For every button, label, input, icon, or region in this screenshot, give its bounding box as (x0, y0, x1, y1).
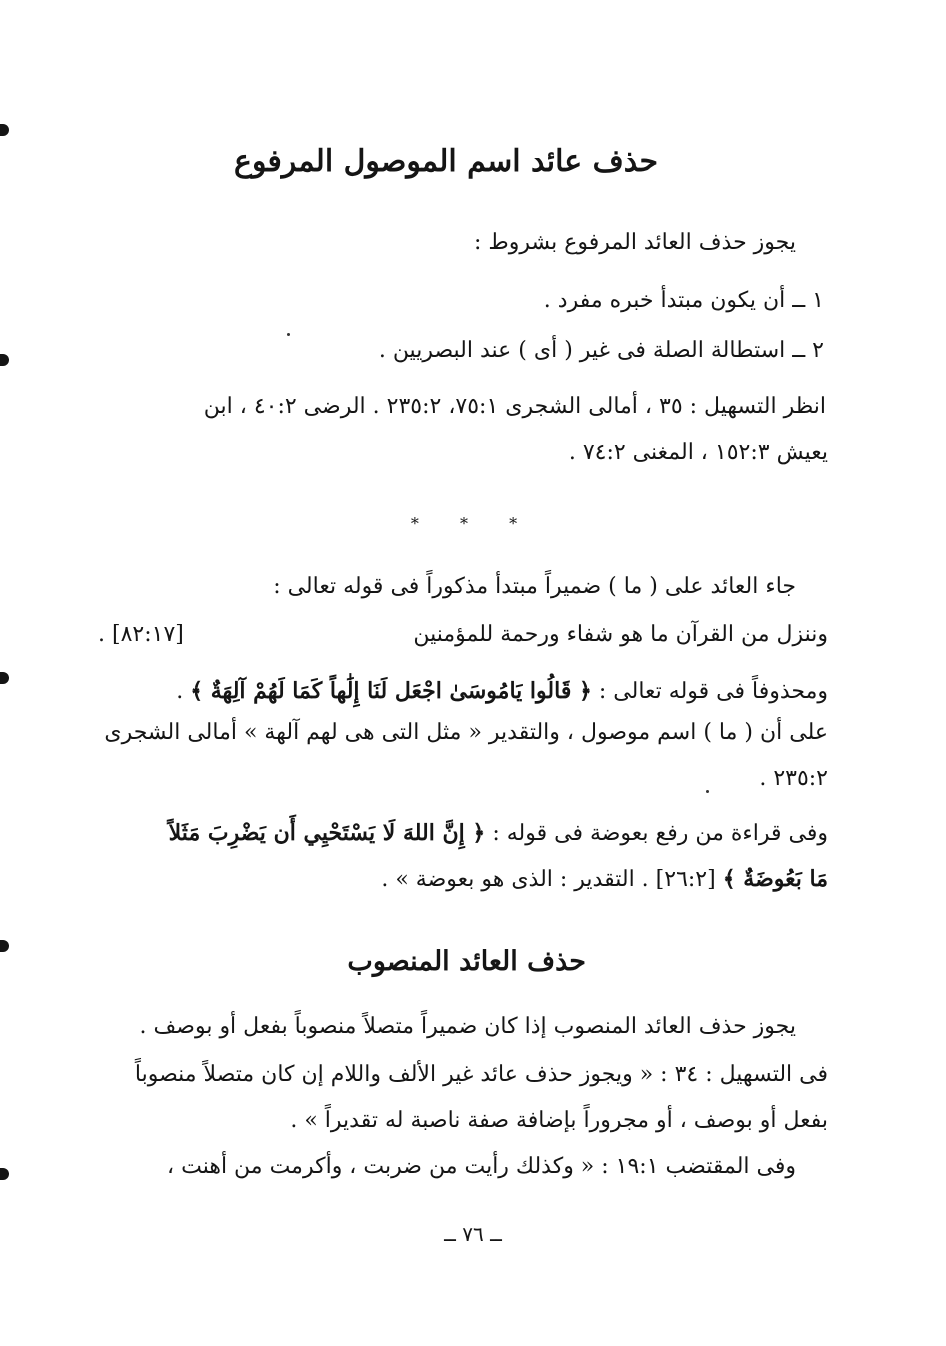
section2-line-2: فى التسهيل : ٣٤ : « ويجوز حذف عائد غير الألف واللام إن كان متصلاً منصوباً (134, 1062, 828, 1087)
section2-line-4: وفى المقتضب ١٩:١ : « وكذلك رأيت من ضربت ، وأكرمت من أهنت ، (167, 1154, 796, 1179)
reference-line-2: يعيش ١٥٢:٣ ، المغنى ٧٤:٢ . (568, 440, 828, 465)
section2-line-1: يجوز حذف العائد المنصوب إذا كان ضميراً متصلاً منصوباً بفعل أو بوصف . (139, 1014, 796, 1039)
condition-2: ٢ ــ استطالة الصلة فى غير ( أى ) عند البصريين . (378, 338, 824, 363)
scan-speck (287, 333, 290, 336)
page-number: ــ ٧٦ ــ (444, 1222, 502, 1246)
section-separator: * * * (410, 514, 536, 533)
example-line-5: ٢٣٥:٢ . (759, 766, 828, 791)
scan-edge-mark (0, 672, 9, 684)
example-line-7-text: [٢٦:٢] . التقدير : الذى هو بعوضة » . (381, 867, 716, 892)
scan-edge-mark (0, 354, 9, 366)
scan-speck (706, 790, 709, 793)
section-heading-accusative-pronoun: حذف العائد المنصوب (347, 946, 586, 977)
scan-edge-mark (0, 940, 9, 952)
example-line-3-text: ومحذوفاً فى قوله تعالى : (598, 679, 828, 704)
example-line-4: على أن ( ما ) اسم موصول ، والتقدير « مثل التى هى لهم آلهة » أمالى الشجرى (104, 720, 828, 745)
example-line-1: جاء العائد على ( ما ) ضميراً مبتدأ مذكوراً فى قوله تعالى : (273, 574, 796, 599)
example-line-6-text: وفى قراءة من رفع بعوضة فى قوله : (492, 821, 828, 846)
quran-verse-moses: ﴿ قَالُوا يَامُوسَىٰ اجْعَل لَنَا إِلَٰهاً كَمَا لَهُمْ آلِهَةٌ ﴾ (190, 678, 592, 704)
verse-text: وننزل من القرآن ما هو شفاء ورحمة للمؤمنين (413, 622, 828, 647)
quran-verse-mosquito-end: مَا بَعُوضَةٌ ﴾ (722, 866, 828, 892)
example-verse-line (98, 624, 828, 646)
example-line-7 (381, 868, 828, 891)
example-line-6 (169, 822, 828, 845)
section1-intro: يجوز حذف العائد المرفوع بشروط : (474, 230, 796, 255)
condition-1: ١ ــ أن يكون مبتدأ خبره مفرد . (543, 288, 824, 313)
quran-verse-mosquito: ﴿ إِنَّ اللهَ لَا يَسْتَحْيِي أَن يَضْرِبَ مَثَلاً (168, 820, 486, 846)
scan-edge-mark (0, 1168, 9, 1180)
verse-reference: [٨٢:١٧] . (98, 622, 184, 647)
section2-line-3: بفعل أو بوصف ، أو مجروراً بإضافة صفة ناصبة له تقديراً » . (290, 1108, 828, 1133)
scan-edge-mark (0, 124, 9, 136)
section-heading-raised-pronoun: حذف عائد اسم الموصول المرفوع (234, 144, 658, 179)
example-line-3-end: . (176, 679, 184, 704)
example-line-3 (176, 680, 828, 703)
reference-line-1: انظر التسهيل : ٣٥ ، أمالى الشجرى ٧٥:١، ٢٣٥:٢ . الرضى ٤٠:٢ ، ابن (203, 394, 826, 419)
